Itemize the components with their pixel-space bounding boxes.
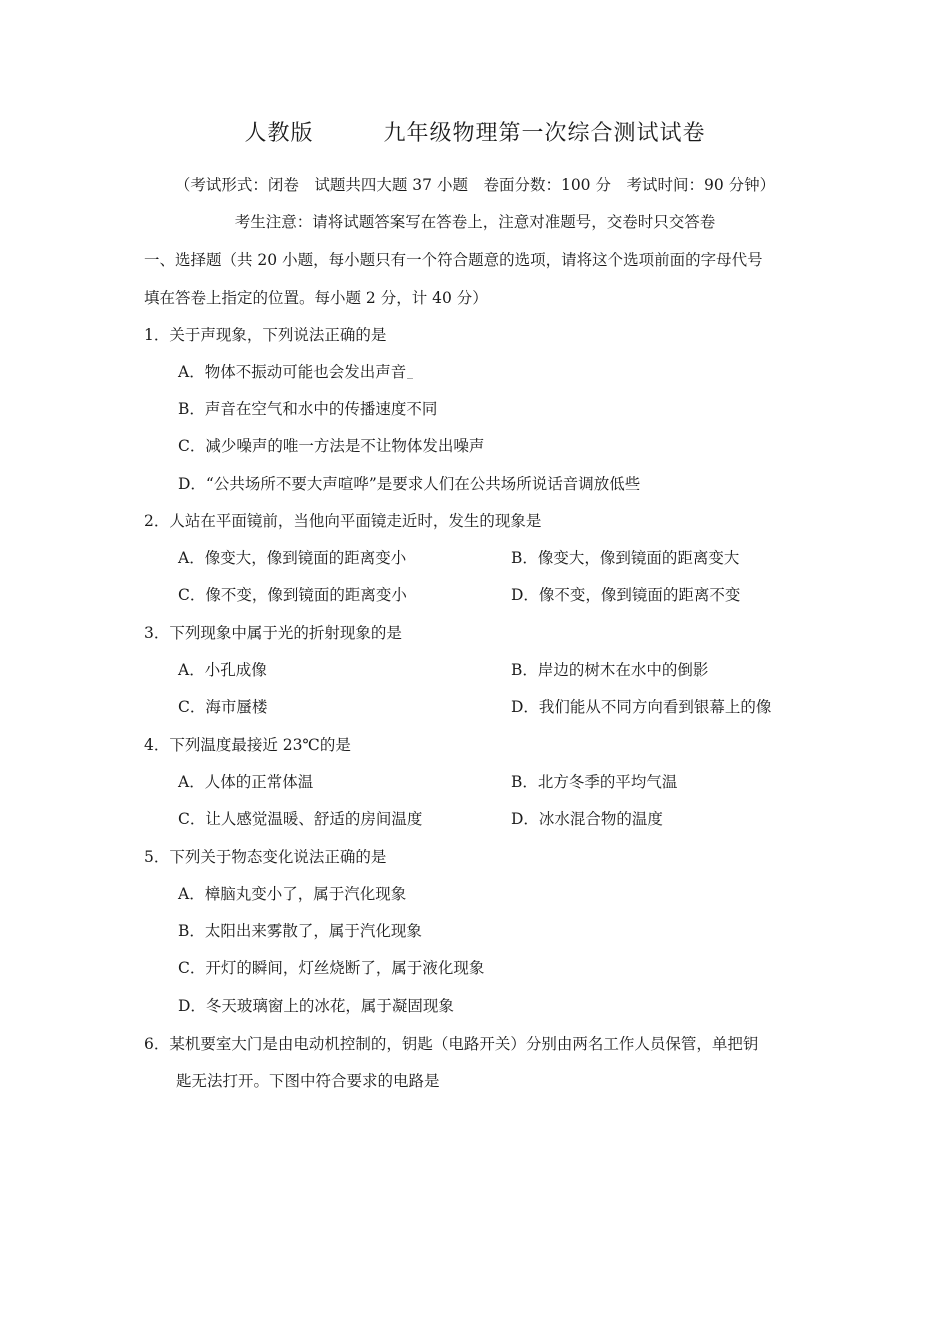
question-6-stem-continued: 匙无法打开。下图中符合要求的电路是: [176, 1072, 440, 1090]
exam-title: 九年级物理第一次综合测试试卷: [383, 121, 706, 146]
question-4-option-a: A．人体的正常体温: [178, 773, 314, 791]
question-5-option-c: C．开灯的瞬间，灯丝烧断了，属于液化现象: [178, 959, 485, 977]
question-1-option-c: C．减少噪声的唯一方法是不让物体发出噪声: [178, 437, 485, 455]
stray-mark: [407, 378, 413, 379]
question-2-option-b: B．像变大，像到镜面的距离变大: [511, 549, 740, 567]
question-2-option-a: A．像变大，像到镜面的距离变小: [178, 549, 407, 567]
question-4-option-b: B．北方冬季的平均气温: [511, 773, 678, 791]
section-heading-line1: 一、选择题（共 20 小题，每小题只有一个符合题意的选项，请将这个选项前面的字母代号: [144, 251, 763, 269]
question-5-option-d: D．冬天玻璃窗上的冰花，属于凝固现象: [178, 997, 454, 1015]
question-4-option-d: D．冰水混合物的温度: [511, 810, 663, 828]
question-3-option-b: B．岸边的树木在水中的倒影: [511, 661, 709, 679]
page-title: [0, 116, 950, 147]
publisher-label: 人教版: [244, 121, 314, 146]
question-5-option-a: A．樟脑丸变小了，属于汽化现象: [178, 885, 407, 903]
question-3-stem: 3．下列现象中属于光的折射现象的是: [144, 624, 402, 642]
question-2-option-d: D．像不变，像到镜面的距离不变: [511, 586, 741, 604]
exam-notice: 考生注意：请将试题答案写在答卷上，注意对准题号，交卷时只交答卷: [234, 213, 716, 231]
question-1-option-d: D．“公共场所不要大声喧哗”是要求人们在公共场所说话音调放低些: [178, 475, 641, 493]
exam-info: （考试形式：闭卷 试题共四大题 37 小题 卷面分数：100 分 考试时间：90 分钟）: [174, 176, 776, 194]
question-1-option-b: B．声音在空气和水中的传播速度不同: [178, 400, 438, 418]
question-5-stem: 5．下列关于物态变化说法正确的是: [144, 848, 387, 866]
question-3-option-d: D．我们能从不同方向看到银幕上的像: [511, 698, 772, 716]
question-3-option-a: A．小孔成像: [178, 661, 267, 679]
question-3-option-c: C．海市蜃楼: [178, 698, 268, 716]
question-4-option-c: C．让人感觉温暖、舒适的房间温度: [178, 810, 423, 828]
question-2-stem: 2．人站在平面镜前，当他向平面镜走近时，发生的现象是: [144, 512, 542, 530]
question-6-stem: 6．某机要室大门是由电动机控制的，钥匙（电路开关）分别由两名工作人员保管，单把钥: [144, 1035, 759, 1053]
section-heading-line2: 填在答卷上指定的位置。每小题 2 分，计 40 分）: [144, 289, 488, 307]
question-2-option-c: C．像不变，像到镜面的距离变小: [178, 586, 407, 604]
question-5-option-b: B．太阳出来雾散了，属于汽化现象: [178, 922, 422, 940]
question-4-stem: 4．下列温度最接近 23℃的是: [144, 736, 351, 754]
question-1-option-a: [178, 362, 413, 382]
question-1-stem: 1．关于声现象，下列说法正确的是: [144, 326, 387, 344]
option-text: A．物体不振动可能也会发出声音: [178, 363, 407, 381]
